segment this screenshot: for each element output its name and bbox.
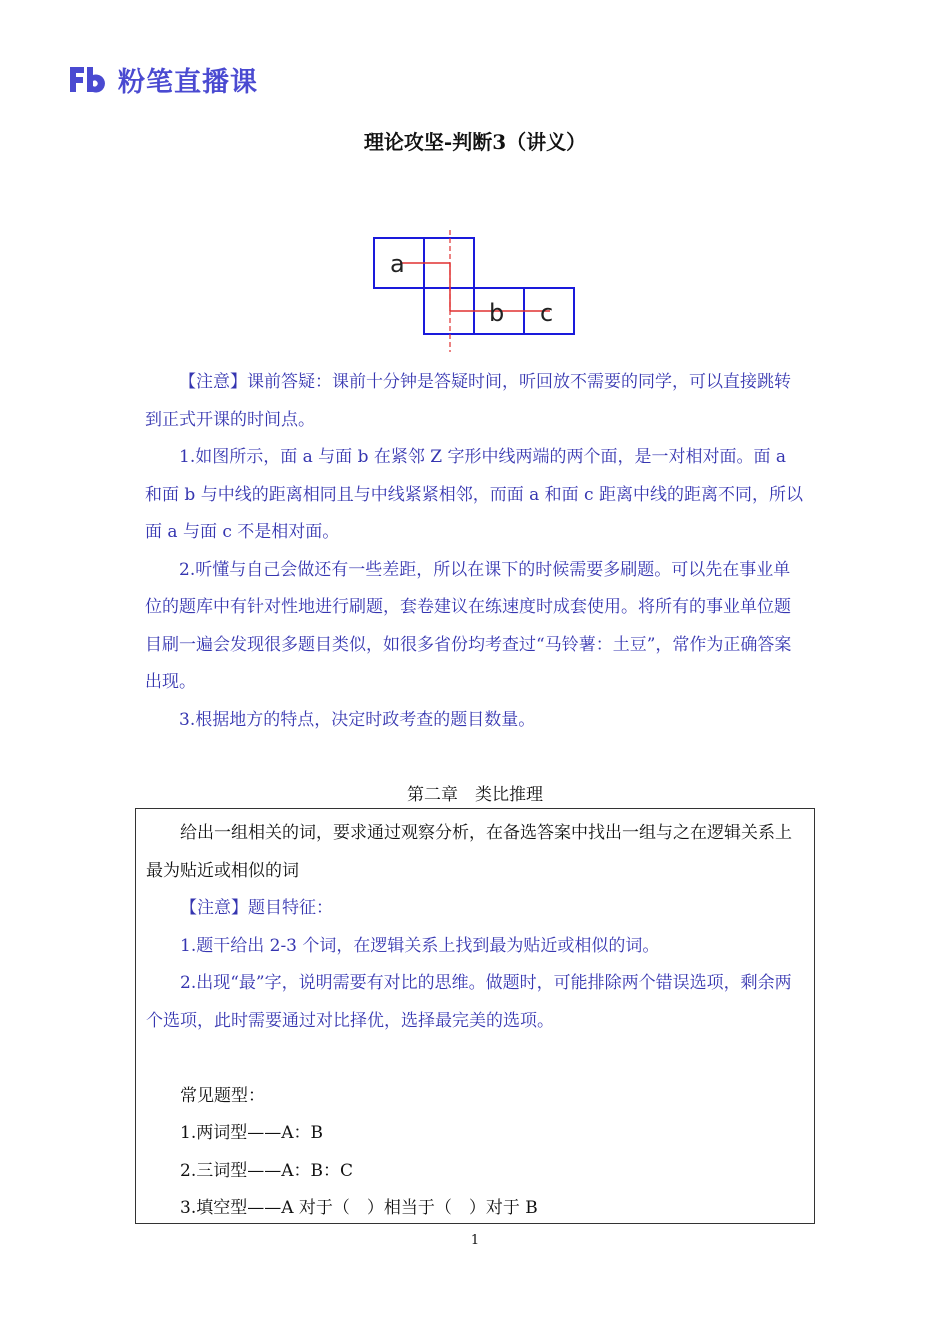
- label-a: a: [390, 250, 405, 278]
- box-note-item-1: 1.题干给出 2-3 个词，在逻辑关系上找到最为贴近或相似的词。: [180, 935, 660, 956]
- box-note-item-2: 2.出现“最”字，说明需要有对比的思维。做题时，可能排除两个错误选项，剩余两个选项，此时需要通过对比择优，选择最完美的选项。: [146, 973, 792, 1031]
- note-intro: 【注意】课前答疑：课前十分钟是答疑时间，听回放不需要的同学，可以直接跳转到正式开课的时间点。: [145, 372, 791, 430]
- note-item-3: 3.根据地方的特点，决定时政考查的题目数量。: [179, 709, 536, 730]
- definition-box: [135, 808, 815, 1224]
- type-item-3: 3.填空型——A 对于（ ）相当于（ ）对于 B: [180, 1198, 538, 1218]
- type-item-2: 2.三词型——A：B：C: [180, 1160, 353, 1181]
- box-intro: 给出一组相关的词，要求通过观察分析，在备选答案中找出一组与之在逻辑关系上最为贴近或相似的词: [146, 823, 792, 881]
- notes-section: [145, 364, 807, 739]
- chapter-heading: 第二章 类比推理: [407, 785, 543, 805]
- type-item-1: 1.两词型——A：B: [180, 1123, 323, 1143]
- label-b: b: [489, 299, 505, 327]
- types-title: 常见题型：: [180, 1085, 265, 1106]
- brand-name: 粉笔直播课: [118, 66, 258, 98]
- spacer: [146, 1040, 808, 1078]
- cube-net-diagram: [370, 228, 580, 354]
- label-c: c: [540, 299, 554, 327]
- note-item-1: 1.如图所示，面 a 与面 b 在紧邻 Z 字形中线两端的两个面，是一对相对面。面 a 和面 b 与中线的距离相同且与中线紧紧相邻，而面 a 和面 c 距离中线的距离不同，所以面 a 与面 c 不是相对面。: [145, 447, 803, 542]
- box-note-title: 【注意】题目特征：: [180, 898, 333, 918]
- fb-logo-icon: [68, 64, 108, 94]
- note-item-2: 2.听懂与自己会做还有一些差距，所以在课下的时候需要多刷题。可以先在事业单位的题库中有针对性地进行刷题，套卷建议在练速度时成套使用。将所有的事业单位题目刷一遍会发现很多题目类似，如很多省份均考查过“马铃薯：土豆”，常作为正确答案出现。: [145, 559, 792, 692]
- document-title: 理论攻坚-判断3（讲义）: [363, 130, 587, 154]
- page-number: 1: [470, 1233, 480, 1248]
- brand-logo: [68, 62, 258, 96]
